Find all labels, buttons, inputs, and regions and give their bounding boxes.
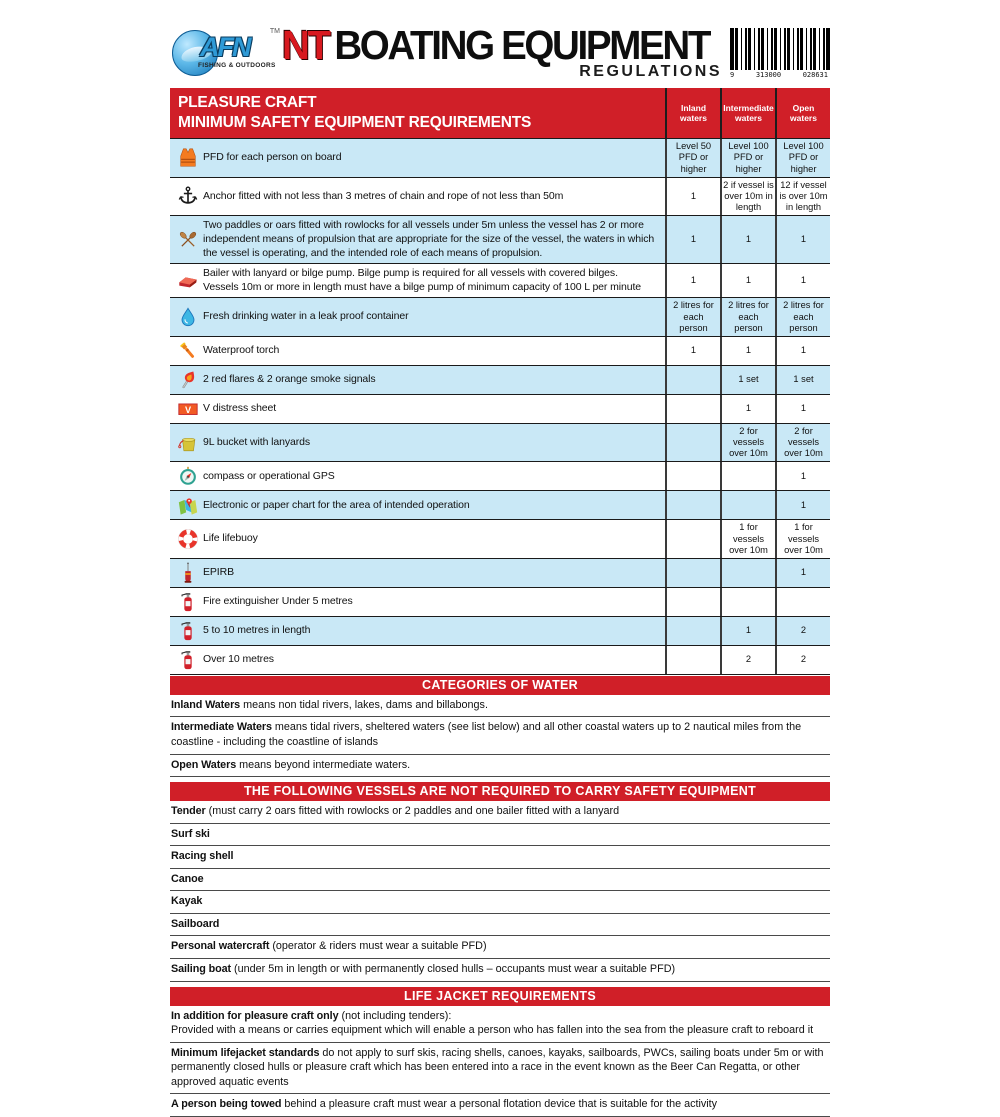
list-item: Open Waters means beyond intermediate waters. xyxy=(170,755,830,778)
requirement-value-cell: 2 for vessels over 10m xyxy=(775,424,830,461)
table-row xyxy=(170,423,830,461)
afn-logo-text: AFN xyxy=(200,32,250,62)
table-row xyxy=(170,297,830,335)
lifebuoy-icon xyxy=(173,528,203,550)
requirement-value-cell xyxy=(720,462,775,490)
equipment-table xyxy=(170,88,830,675)
table-row xyxy=(170,394,830,423)
requirement-value-cell: 1 xyxy=(665,264,720,297)
requirement-value-cell: Level 50 PFD or higher xyxy=(665,139,720,176)
section-banner: THE FOLLOWING VESSELS ARE NOT REQUIRED TO CARRY SAFETY EQUIPMENT xyxy=(170,782,830,801)
requirement-value-cell xyxy=(775,588,830,616)
requirement-value-cell xyxy=(665,559,720,587)
list-item: Personal watercraft (operator & riders must wear a suitable PFD) xyxy=(170,936,830,959)
section-banner: CATEGORIES OF WATER xyxy=(170,676,830,695)
list-item: Tender (must carry 2 oars fitted with rowlocks or 2 paddles and one bailer fitted with a lanyard xyxy=(170,801,830,824)
equipment-description: Electronic or paper chart for the area of intended operation xyxy=(203,498,470,511)
table-header xyxy=(170,88,830,138)
requirement-value-cell: 1 set xyxy=(720,366,775,394)
equipment-description-cell xyxy=(170,264,665,297)
title-nt: NT xyxy=(282,22,329,68)
list-item: Canoe xyxy=(170,869,830,892)
fire-extinguisher-icon xyxy=(173,591,203,613)
section-banner: LIFE JACKET REQUIREMENTS xyxy=(170,987,830,1006)
requirement-value-cell: 1 xyxy=(775,337,830,365)
requirement-value-cell: 1 xyxy=(720,337,775,365)
requirement-value-cell xyxy=(665,395,720,423)
table-title-line1: PLEASURE CRAFT xyxy=(178,94,317,111)
list-item: Inland Waters means non tidal rivers, lakes, dams and billabongs. xyxy=(170,695,830,718)
list-item: Racing shell xyxy=(170,846,830,869)
column-header-intermediate-waters: Intermediate waters xyxy=(720,88,775,138)
table-title xyxy=(170,88,665,138)
requirement-value-cell: 2 if vessel is over 10m in length xyxy=(720,178,775,215)
list-item: Sailboard xyxy=(170,914,830,937)
list-item: Minimum lifejacket standards do not apply to surf skis, racing shells, canoes, kayaks, sailboards, PWCs, sailing boats under 5m or with permanently closed hulls or pleasure craft which has been entered into a race in the event known as the Beer Can Regatta, or other approved aquatic events xyxy=(170,1043,830,1095)
flare-icon xyxy=(173,369,203,391)
table-row xyxy=(170,138,830,176)
bailer-icon xyxy=(173,270,203,292)
requirement-value-cell xyxy=(665,424,720,461)
equipment-description: compass or operational GPS xyxy=(203,469,335,482)
requirement-value-cell: 1 xyxy=(720,264,775,297)
equipment-description: EPIRB xyxy=(203,566,235,578)
requirement-value-cell xyxy=(720,559,775,587)
requirement-value-cell: Level 100 PFD or higher xyxy=(775,139,830,176)
info-section xyxy=(170,782,830,982)
requirement-value-cell xyxy=(665,462,720,490)
requirement-value-cell: Level 100 PFD or higher xyxy=(720,139,775,176)
equipment-description: Life lifebuoy xyxy=(203,532,258,545)
requirement-value-cell xyxy=(720,491,775,519)
epirb-icon xyxy=(173,562,203,584)
barcode-digits xyxy=(730,70,830,79)
requirement-value-cell: 1 for vessels over 10m xyxy=(720,520,775,557)
table-row xyxy=(170,616,830,645)
requirement-value-cell: 2 litres for each person xyxy=(665,298,720,335)
requirement-value-cell: 2 xyxy=(775,646,830,674)
title-block xyxy=(282,24,724,81)
equipment-description: PFD for each person on board xyxy=(203,151,342,164)
barcode xyxy=(730,24,830,79)
list-item-line2: Provided with a means or carries equipment which will enable a person who has fallen into the sea from the pleasure craft to reboard it xyxy=(171,1024,814,1037)
column-header-open-waters: Open waters xyxy=(775,88,830,138)
anchor-icon xyxy=(173,185,203,207)
requirement-value-cell: 1 xyxy=(775,491,830,519)
requirement-value-cell: 1 xyxy=(775,559,830,587)
trademark-symbol: TM xyxy=(269,28,280,35)
list-item: Sailing boat (under 5m in length or with permanently closed hulls – occupants must wear a suitable PFD) xyxy=(170,959,830,982)
list-item: Intermediate Waters means tidal rivers, sheltered waters (see list below) and all other coastal waters up to 2 nautical miles from the coastline - including the coastline of islands xyxy=(170,717,830,754)
paddles-icon xyxy=(173,229,203,251)
equipment-description: 5 to 10 metres in length xyxy=(203,624,311,636)
requirement-value-cell: 1 xyxy=(720,216,775,263)
equipment-description-cell xyxy=(170,216,665,263)
requirement-value-cell: 1 xyxy=(775,216,830,263)
equipment-description: Fresh drinking water in a leak proof container xyxy=(203,310,409,323)
table-body xyxy=(170,138,830,674)
table-row xyxy=(170,587,830,616)
requirement-value-cell xyxy=(665,366,720,394)
equipment-description-cell xyxy=(170,395,665,423)
table-row xyxy=(170,177,830,215)
equipment-description: Over 10 metres xyxy=(203,653,274,665)
requirement-value-cell: 2 for vessels over 10m xyxy=(720,424,775,461)
info-sections xyxy=(170,676,830,1117)
table-row xyxy=(170,215,830,263)
barcode-bars-icon xyxy=(730,28,830,70)
requirement-value-cell: 1 set xyxy=(775,366,830,394)
equipment-description-cell xyxy=(170,617,665,645)
table-title-line2: MINIMUM SAFETY EQUIPMENT REQUIREMENTS xyxy=(178,114,532,132)
list-item: A person being towed behind a pleasure craft must wear a personal flotation device that is suitable for the activity xyxy=(170,1094,830,1117)
pfd-vest-icon xyxy=(173,147,203,169)
requirement-value-cell: 1 xyxy=(775,462,830,490)
requirement-value-cell xyxy=(665,617,720,645)
equipment-description: V distress sheet xyxy=(203,402,277,415)
equipment-description-cell xyxy=(170,424,665,461)
requirement-value-cell xyxy=(665,520,720,557)
fire-extinguisher-icon xyxy=(173,649,203,671)
table-row xyxy=(170,461,830,490)
equipment-description-cell xyxy=(170,646,665,674)
equipment-description: Fire extinguisher Under 5 metres xyxy=(203,595,353,607)
table-row xyxy=(170,490,830,519)
equipment-description: Two paddles or oars fitted with rowlocks for all vessels under 5m unless the vessel has 2 or more independent means of propulsion that are appropriate for the size of the vessel, the waters in which the vessel is operating, and the intended role of each means of propulsion. xyxy=(203,219,655,259)
requirement-value-cell xyxy=(720,588,775,616)
requirement-value-cell: 1 xyxy=(720,395,775,423)
afn-logo-tagline: FISHING & OUTDOORS xyxy=(198,62,276,69)
equipment-description: Bailer with lanyard or bilge pump. Bilge pump is required for all vessels with covered bilges. Vessels 10m or more in length must have a bilge pump of minimum capacity of 100 L per minute xyxy=(203,267,642,293)
requirement-value-cell: 12 if vessel is over 10m in length xyxy=(775,178,830,215)
list-item: In addition for pleasure craft only (not including tenders): Provided with a means or carries equipment which will enable a person who has fallen into the sea from the pleasure craft to reboard it xyxy=(170,1006,830,1043)
page-title xyxy=(282,22,710,68)
equipment-description-cell xyxy=(170,559,665,587)
svg-text:V: V xyxy=(184,404,192,415)
compass-icon xyxy=(173,465,203,487)
table-row xyxy=(170,263,830,297)
equipment-description-cell xyxy=(170,520,665,557)
title-regulations: REGULATIONS xyxy=(579,62,722,80)
requirement-value-cell xyxy=(665,491,720,519)
equipment-description: 9L bucket with lanyards xyxy=(203,435,311,448)
requirement-value-cell: 1 xyxy=(665,216,720,263)
equipment-description-cell xyxy=(170,588,665,616)
equipment-description: Waterproof torch xyxy=(203,344,280,357)
torch-icon xyxy=(173,340,203,362)
requirement-value-cell: 2 xyxy=(720,646,775,674)
table-row xyxy=(170,336,830,365)
requirement-value-cell: 1 xyxy=(775,395,830,423)
afn-logo xyxy=(170,24,282,84)
water-drop-icon xyxy=(173,306,203,328)
equipment-description-cell xyxy=(170,298,665,335)
requirement-value-cell: 1 xyxy=(720,617,775,645)
column-header-inland-waters: Inland waters xyxy=(665,88,720,138)
list-item: Surf ski xyxy=(170,824,830,847)
table-row xyxy=(170,645,830,674)
fire-extinguisher-icon xyxy=(173,620,203,642)
requirement-value-cell: 2 litres for each person xyxy=(775,298,830,335)
bucket-icon xyxy=(173,432,203,454)
equipment-description-cell xyxy=(170,491,665,519)
info-section xyxy=(170,987,830,1117)
barcode-digit-group: 9 xyxy=(730,71,735,79)
equipment-description: Anchor fitted with not less than 3 metres of chain and rope of not less than 50m xyxy=(203,189,564,202)
requirement-value-cell xyxy=(665,646,720,674)
equipment-description-cell xyxy=(170,139,665,176)
table-row xyxy=(170,558,830,587)
requirement-value-cell: 1 xyxy=(665,178,720,215)
title-main: BOATING EQUIPMENT xyxy=(334,22,710,68)
requirement-value-cell: 2 xyxy=(775,617,830,645)
requirement-value-cell: 1 for vessels over 10m xyxy=(775,520,830,557)
barcode-digit-group: 313000 xyxy=(755,71,782,79)
equipment-description-cell xyxy=(170,337,665,365)
table-row xyxy=(170,519,830,557)
info-section xyxy=(170,676,830,777)
barcode-digit-group: 028631 xyxy=(802,71,828,79)
equipment-description-cell xyxy=(170,366,665,394)
requirement-value-cell: 2 litres for each person xyxy=(720,298,775,335)
table-row xyxy=(170,365,830,394)
chart-map-icon xyxy=(173,494,203,516)
equipment-description: 2 red flares & 2 orange smoke signals xyxy=(203,373,376,386)
requirement-value-cell: 1 xyxy=(665,337,720,365)
v-distress-sheet-icon xyxy=(173,398,203,420)
equipment-description-cell xyxy=(170,178,665,215)
requirement-value-cell xyxy=(665,588,720,616)
list-item: Kayak xyxy=(170,891,830,914)
requirement-value-cell: 1 xyxy=(775,264,830,297)
page-header xyxy=(170,24,830,88)
equipment-description-cell xyxy=(170,462,665,490)
